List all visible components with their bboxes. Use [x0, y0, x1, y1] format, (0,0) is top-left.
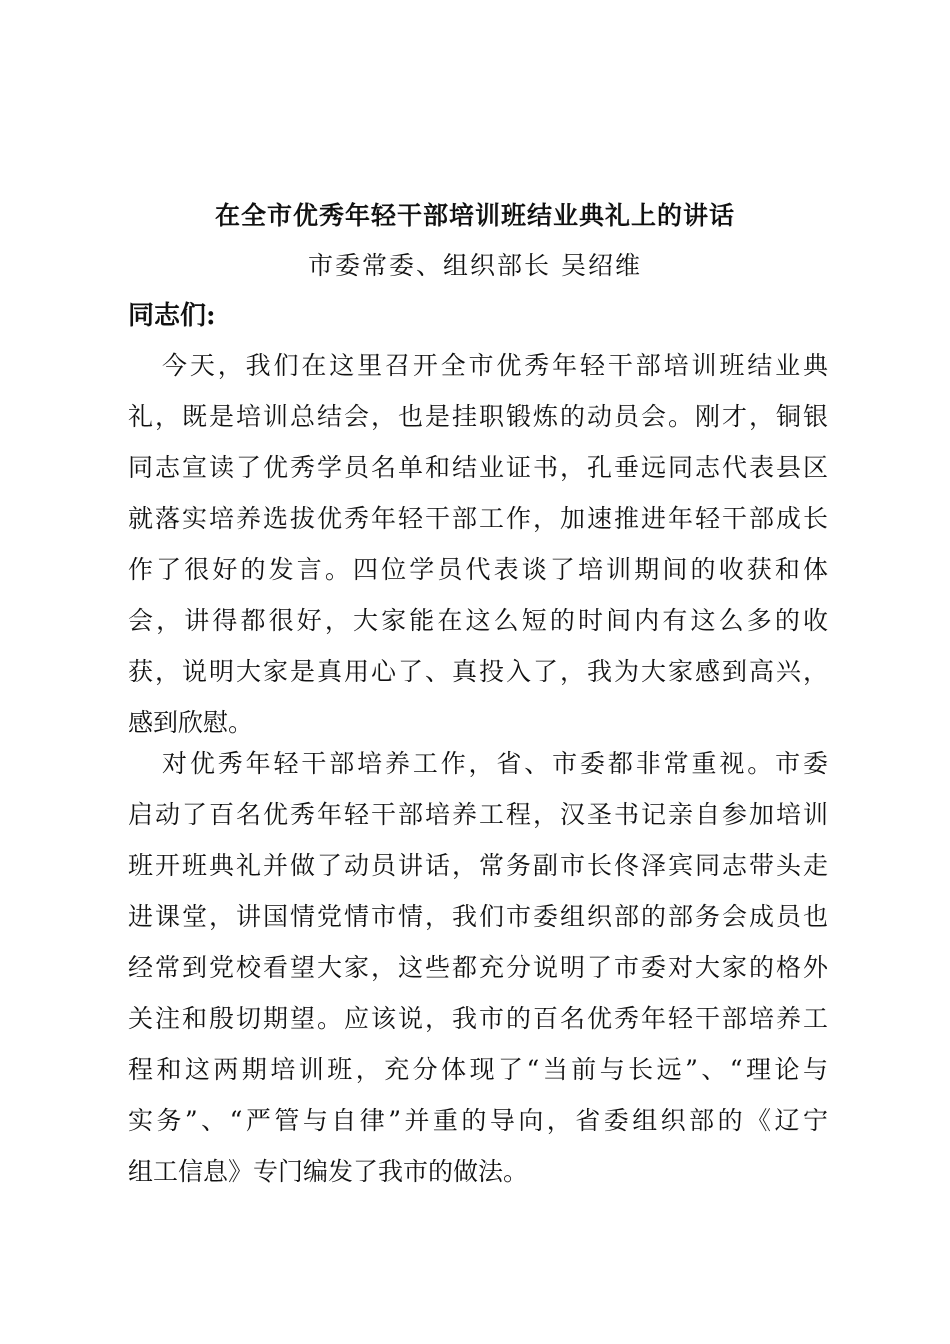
paragraph-line: 礼，既是培训总结会，也是挂职锻炼的动员会。刚才，铜银: [128, 402, 828, 431]
paragraph-line: 作了很好的发言。四位学员代表谈了培训期间的收获和体: [128, 555, 828, 584]
paragraph-line: 会，讲得都很好，大家能在这么短的时间内有这么多的收: [128, 606, 828, 635]
document-title: 在全市优秀年轻干部培训班结业典礼上的讲话: [214, 201, 735, 230]
paragraph-line: 今天，我们在这里召开全市优秀年轻干部培训班结业典: [162, 351, 828, 380]
paragraph-line: 关注和殷切期望。应该说，我市的百名优秀年轻干部培养工: [128, 1004, 828, 1033]
paragraph-line: 启动了百名优秀年轻干部培养工程，汉圣书记亲自参加培训: [128, 800, 828, 829]
paragraph-line: 经常到党校看望大家，这些都充分说明了市委对大家的格外: [128, 953, 828, 982]
paragraph-line: 对优秀年轻干部培养工作，省、市委都非常重视。市委: [162, 749, 828, 778]
salutation: 同志们:: [128, 301, 216, 331]
paragraph-1: [128, 340, 828, 748]
paragraph-line: 程和这两期培训班，充分体现了“当前与长远”、“理论与: [128, 1055, 828, 1084]
paragraph-line: 班开班典礼并做了动员讲话，常务副市长佟泽宾同志带头走: [128, 851, 828, 880]
paragraph-line: 同志宣读了优秀学员名单和结业证书，孔垂远同志代表县区: [128, 453, 828, 482]
paragraph-line: 进课堂，讲国情党情市情，我们市委组织部的部务会成员也: [128, 902, 828, 931]
paragraph-line: 获，说明大家是真用心了、真投入了，我为大家感到高兴，: [128, 657, 828, 686]
paragraph-line: 感到欣慰。: [128, 708, 254, 737]
author-line: 市委常委、组织部长 吴绍维: [308, 251, 642, 280]
paragraph-line: 组工信息》专门编发了我市的做法。: [128, 1157, 529, 1186]
paragraph-2: [128, 738, 828, 1197]
paragraph-line: 就落实培养选拔优秀年轻干部工作，加速推进年轻干部成长: [128, 504, 828, 533]
paragraph-line: 实务”、“严管与自律”并重的导向，省委组织部的《辽宁: [128, 1106, 828, 1135]
